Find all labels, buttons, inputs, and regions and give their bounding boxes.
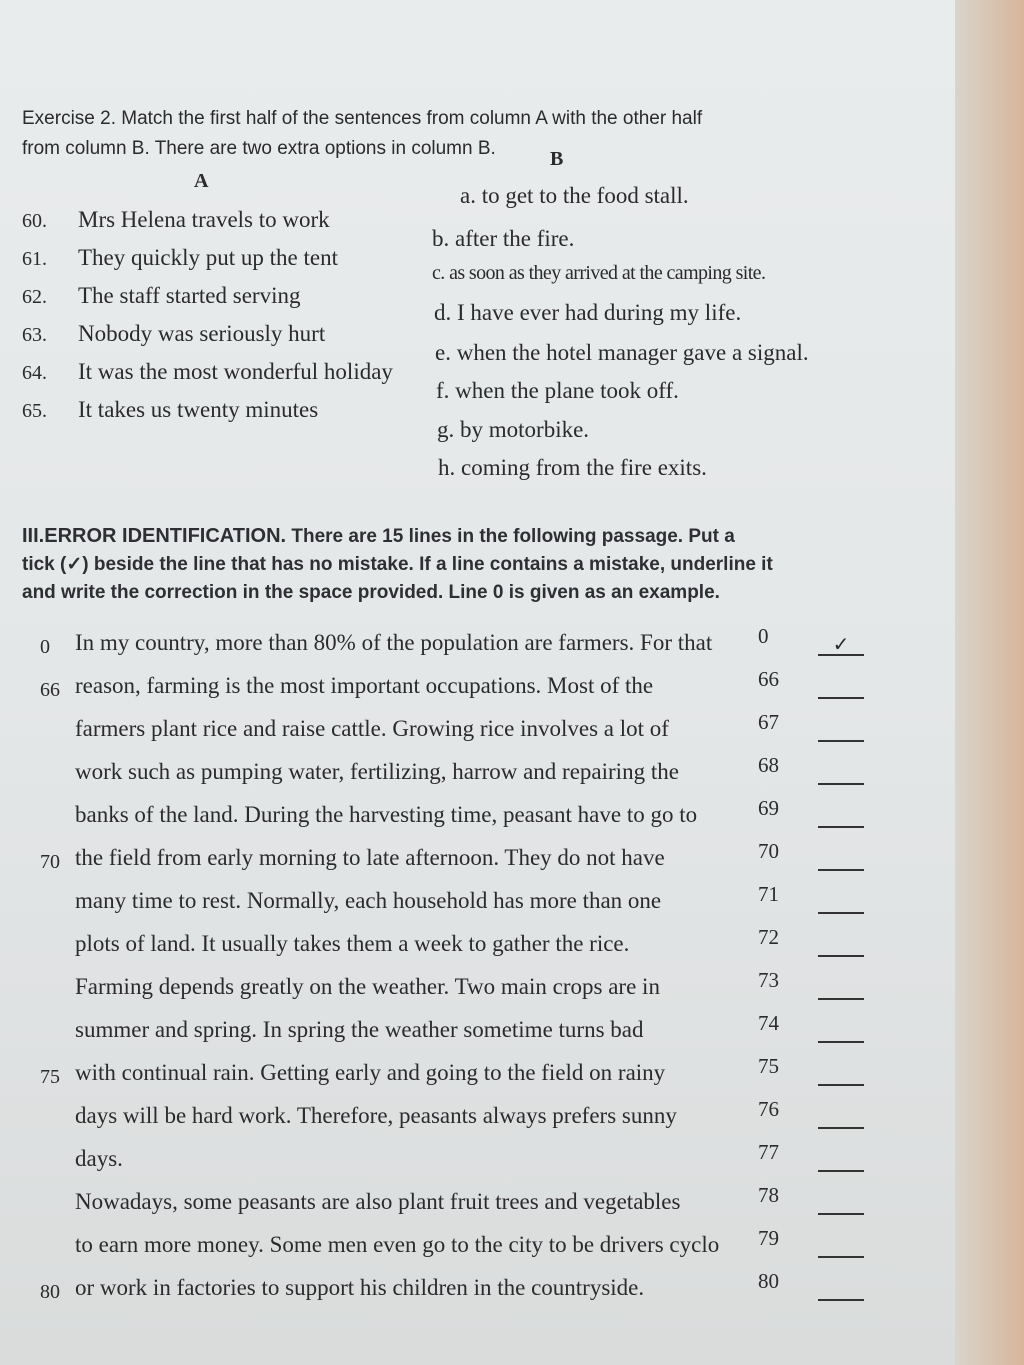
column-a-item	[22, 397, 318, 423]
answer-blank[interactable]	[818, 1109, 864, 1129]
line-number: 76	[758, 1097, 779, 1121]
column-b-option: f. when the plane took off.	[436, 378, 679, 403]
margin-number: 70	[40, 851, 60, 873]
item-text: They quickly put up the tent	[78, 245, 338, 270]
answer-blank[interactable]	[818, 1281, 864, 1301]
column-a-item	[22, 283, 300, 309]
passage-line	[40, 1269, 900, 1315]
column-b-option: a. to get to the food stall.	[460, 183, 689, 208]
section-instruction-line1: There are 15 lines in the following passage. Put a	[286, 526, 735, 547]
line-text: many time to rest. Normally, each household has more than one	[75, 888, 662, 913]
passage-line	[40, 667, 900, 713]
answer-blank[interactable]	[818, 937, 864, 957]
line-number: 71	[758, 882, 779, 906]
line-text: reason, farming is the most important occupations. Most of the	[75, 673, 654, 698]
item-text: It was the most wonderful holiday	[78, 359, 393, 384]
line-number: 68	[758, 753, 779, 777]
column-a-item	[22, 207, 330, 233]
line-number: 66	[758, 667, 779, 691]
item-number: 65.	[22, 400, 47, 422]
answer-blank[interactable]	[818, 722, 864, 742]
passage-line	[40, 1054, 900, 1100]
table-surface	[955, 0, 1024, 1365]
item-text: Mrs Helena travels to work	[78, 207, 330, 232]
line-text: farmers plant rice and raise cattle. Growing rice involves a lot of	[75, 716, 669, 741]
line-number: 72	[758, 925, 779, 949]
line-number: 79	[758, 1226, 779, 1250]
line-text: to earn more money. Some men even go to the city to be drivers cyclo	[75, 1232, 720, 1257]
answer-blank[interactable]	[818, 679, 864, 699]
passage-line	[40, 710, 900, 756]
column-b-heading: B	[550, 148, 564, 170]
exercise2-instructions	[22, 104, 882, 164]
column-a-item	[22, 359, 393, 385]
answer-blank[interactable]	[818, 1152, 864, 1172]
margin-number: 80	[40, 1281, 60, 1303]
answer-blank[interactable]	[818, 1238, 864, 1258]
answer-blank[interactable]	[818, 1023, 864, 1043]
item-number: 63.	[22, 324, 47, 346]
section-heading: III.ERROR IDENTIFICATION.	[22, 525, 287, 547]
answer-blank[interactable]: ✓	[818, 636, 864, 656]
line-number: 0	[758, 624, 769, 648]
line-number: 78	[758, 1183, 779, 1207]
line-number: 67	[758, 710, 779, 734]
line-text: banks of the land. During the harvesting time, peasant have to go to	[75, 802, 698, 827]
margin-number: 66	[40, 679, 60, 701]
passage-line	[40, 1097, 900, 1143]
item-number: 62.	[22, 286, 47, 308]
column-a-heading: A	[194, 170, 209, 192]
column-b-option: g. by motorbike.	[437, 417, 590, 442]
passage-line	[40, 753, 900, 799]
passage-line	[40, 925, 900, 971]
line-text: with continual rain. Getting early and going to the field on rainy	[75, 1060, 666, 1085]
line-number: 70	[758, 839, 779, 863]
column-a-item	[22, 321, 325, 347]
item-text: The staff started serving	[78, 283, 301, 308]
passage-line	[40, 1011, 900, 1057]
item-number: 64.	[22, 362, 47, 384]
exercise2-instruction-line2: from column B. There are two extra options in column B.	[22, 138, 496, 159]
passage-line	[40, 1226, 900, 1272]
error-identification-instructions	[22, 522, 882, 607]
line-number: 77	[758, 1140, 779, 1164]
margin-number: 0	[40, 636, 50, 658]
line-text: days.	[75, 1146, 123, 1171]
answer-blank[interactable]	[818, 894, 864, 914]
item-text: It takes us twenty minutes	[78, 397, 319, 422]
passage-line	[40, 1183, 900, 1229]
line-text: plots of land. It usually takes them a week to gather the rice.	[75, 931, 630, 956]
line-text: Farming depends greatly on the weather. Two main crops are in	[75, 974, 660, 999]
answer-blank[interactable]	[818, 808, 864, 828]
line-text: Nowadays, some peasants are also plant fruit trees and vegetables	[75, 1189, 681, 1214]
passage-line	[40, 839, 900, 885]
answer-blank[interactable]	[818, 980, 864, 1000]
line-text: days will be hard work. Therefore, peasants always prefers sunny	[75, 1103, 677, 1128]
item-text: Nobody was seriously hurt	[78, 321, 326, 346]
line-number: 74	[758, 1011, 779, 1035]
column-b-option: c. as soon as they arrived at the camping site.	[432, 262, 766, 284]
item-number: 60.	[22, 210, 47, 232]
line-text: work such as pumping water, fertilizing, harrow and repairing the	[75, 759, 679, 784]
exercise2-instruction-line1: Exercise 2. Match the first half of the sentences from column A with the other half	[22, 108, 703, 129]
line-text: the field from early morning to late afternoon. They do not have	[75, 845, 665, 870]
margin-number: 75	[40, 1066, 60, 1088]
column-b-option: b. after the fire.	[432, 226, 575, 251]
line-text: or work in factories to support his children in the countryside.	[75, 1275, 645, 1300]
line-number: 75	[758, 1054, 779, 1078]
line-number: 73	[758, 968, 779, 992]
answer-blank[interactable]	[818, 1066, 864, 1086]
column-b-option: e. when the hotel manager gave a signal.	[435, 340, 809, 365]
passage-line	[40, 882, 900, 928]
line-text: In my country, more than 80% of the population are farmers. For that	[75, 630, 713, 655]
passage-line	[40, 624, 900, 670]
answer-blank[interactable]	[818, 1195, 864, 1215]
column-b-option: d. I have ever had during my life.	[434, 300, 742, 325]
line-number: 80	[758, 1269, 779, 1293]
column-a-item	[22, 245, 338, 271]
answer-blank[interactable]	[818, 765, 864, 785]
line-text: summer and spring. In spring the weather sometime turns bad	[75, 1017, 644, 1042]
line-number: 69	[758, 796, 779, 820]
passage-line	[40, 1140, 900, 1186]
passage-line	[40, 968, 900, 1014]
section-instruction-line3: and write the correction in the space provided. Line 0 is given as an example.	[22, 582, 720, 603]
column-b-option: h. coming from the fire exits.	[438, 455, 707, 480]
section-instruction-line2: tick (✓) beside the line that has no mistake. If a line contains a mistake, underline it	[22, 554, 773, 575]
answer-blank[interactable]	[818, 851, 864, 871]
passage-line	[40, 796, 900, 842]
item-number: 61.	[22, 248, 47, 270]
